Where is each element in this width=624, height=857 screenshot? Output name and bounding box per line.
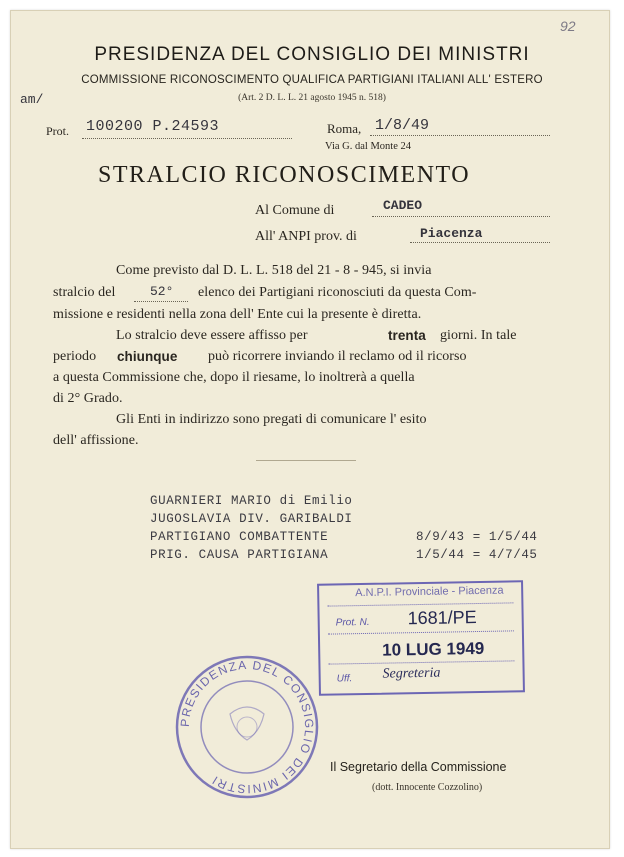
- receipt-stamp-header: A.N.P.I. Provinciale - Piacenza: [355, 584, 504, 600]
- receipt-stamp-office-label: Uff.: [336, 673, 353, 685]
- place-label: Roma,: [327, 121, 362, 136]
- record-role-1-period: 8/9/43 = 1/5/44: [416, 530, 538, 544]
- document-title: STRALCIO RICONOSCIMENTO: [98, 162, 471, 188]
- receipt-stamp-date: 10 LUG 1949: [382, 638, 485, 660]
- body-p2-line1a: Lo stralcio deve essere affisso per: [116, 328, 308, 343]
- page-number: 92: [560, 18, 576, 34]
- svg-text:PRESIDENZA DEL CONSIGLIO DEI M: [178, 658, 316, 796]
- body-p2-line2a: periodo: [53, 349, 97, 364]
- receipt-stamp-office-signature: Segreteria: [382, 665, 441, 682]
- protocol-number: 100200 P.24593: [86, 118, 220, 135]
- anpi-dotted-line: [410, 242, 550, 243]
- body-p3-line2: dell' affissione.: [53, 433, 139, 448]
- receipt-stamp-rule: [327, 602, 513, 606]
- protocol-dotted-line: [82, 138, 292, 139]
- body-p3-line1: Gli Enti in indirizzo sono pregati di comunicare l' esito: [116, 412, 427, 427]
- record-name: GUARNIERI MARIO di Emilio: [150, 494, 353, 508]
- round-seal-text: PRESIDENZA DEL CONSIGLIO DEI MINISTRI: [177, 657, 317, 797]
- receipt-stamp-rule: [328, 630, 514, 634]
- body-p2-line2b: può ricorrere inviando il reclamo od il ricorso: [208, 349, 467, 364]
- signature-name: (dott. Innocente Cozzolino): [372, 782, 483, 793]
- office-address: Via G. dal Monte 24: [325, 141, 411, 152]
- anpi-label: All' ANPI prov. di: [255, 229, 357, 244]
- body-p1-line2a: stralcio del: [53, 285, 116, 300]
- signature-role: Il Segretario della Commissione: [330, 760, 507, 774]
- body-p1-line3: missione e residenti nella zona dell' Ente cui la presente è diretta.: [53, 307, 422, 322]
- document-date: 1/8/49: [375, 117, 430, 134]
- header-subtitle: COMMISSIONE RICONOSCIMENTO QUALIFICA PARTIGIANI ITALIANI ALL' ESTERO: [81, 74, 543, 86]
- body-p2-line3: a questa Commissione che, dopo il riesame, lo inoltrerà a quella: [53, 370, 415, 385]
- official-round-seal: [172, 652, 322, 802]
- protocol-label: Prot.: [46, 124, 70, 138]
- body-p2-line1b: giorni. In tale: [440, 328, 517, 343]
- date-dotted-line: [370, 135, 550, 136]
- receipt-stamp: [317, 580, 525, 696]
- body-bold-chiunque: chiunque: [117, 349, 178, 364]
- comune-label: Al Comune di: [255, 203, 335, 218]
- elenco-number: 52°: [150, 284, 174, 299]
- receipt-stamp-prot-label: Prot. N.: [335, 616, 370, 629]
- header-title: PRESIDENZA DEL CONSIGLIO DEI MINISTRI: [94, 44, 530, 65]
- body-p1-line2b: elenco dei Partigiani riconosciuti da questa Com-: [198, 285, 477, 300]
- anpi-value: Piacenza: [420, 226, 483, 241]
- receipt-stamp-rule: [328, 660, 514, 664]
- record-role-2: PRIG. CAUSA PARTIGIANA: [150, 548, 329, 562]
- comune-value: CADEO: [383, 198, 423, 213]
- receipt-stamp-prot-number: 1681/PE: [407, 607, 477, 629]
- comune-dotted-line: [372, 216, 550, 217]
- legal-reference: (Art. 2 D. L. L. 21 agosto 1945 n. 518): [238, 93, 386, 103]
- elenco-dotted-line: [134, 301, 188, 302]
- record-unit: JUGOSLAVIA DIV. GARIBALDI: [150, 512, 353, 526]
- typed-annotation: am/: [20, 92, 44, 107]
- record-role-1: PARTIGIANO COMBATTENTE: [150, 530, 329, 544]
- separator-line: [256, 460, 356, 461]
- record-role-2-period: 1/5/44 = 4/7/45: [416, 548, 538, 562]
- body-p2-line4: di 2° Grado.: [53, 391, 123, 406]
- body-bold-trenta: trenta: [388, 328, 426, 343]
- body-p1-line1: Come previsto dal D. L. L. 518 del 21 - 8 - 945, si invia: [116, 263, 432, 278]
